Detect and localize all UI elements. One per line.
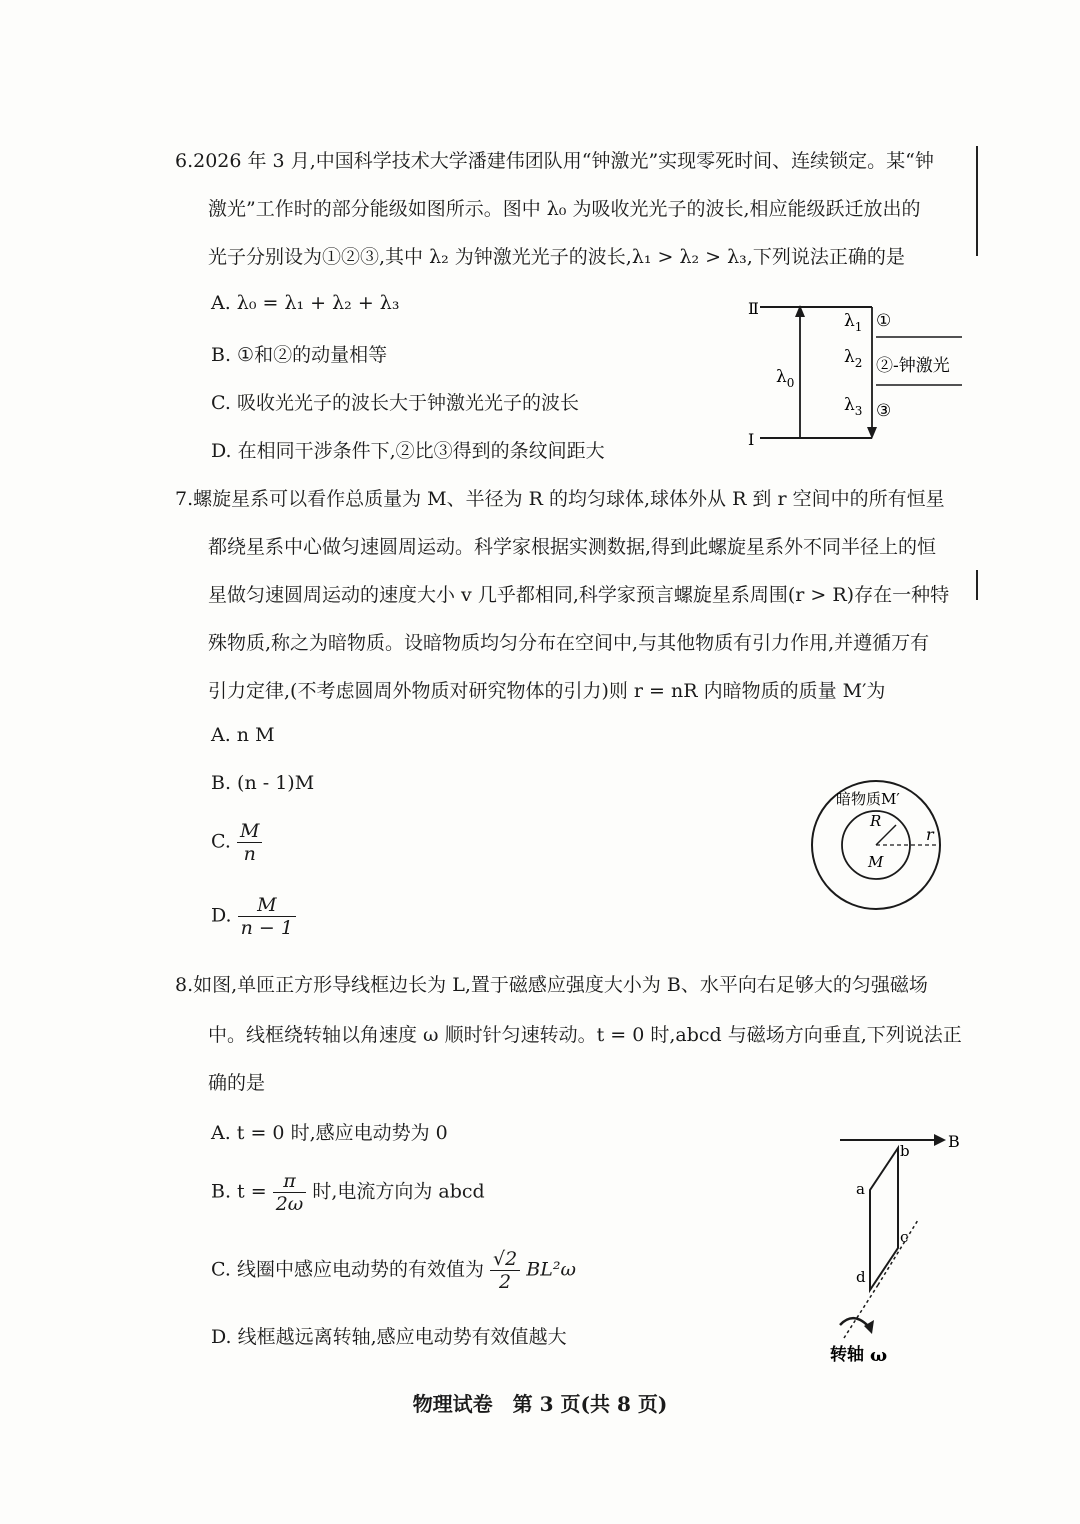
- omega-label: ω: [870, 1345, 888, 1366]
- q7-option-b[interactable]: B. (n - 1)M: [211, 772, 315, 794]
- q8-option-b[interactable]: [211, 1170, 485, 1215]
- mass-M-label: M: [868, 853, 884, 871]
- dark-matter-diagram: [800, 770, 970, 920]
- q8-option-d[interactable]: D. 线框越远离转轴,感应电动势有效值越大: [211, 1326, 567, 1348]
- vertex-d-label: d: [856, 1268, 866, 1286]
- q6-option-a[interactable]: A. λ₀ = λ₁ + λ₂ + λ₃: [211, 292, 400, 314]
- lambda1-label: $\lambda_1$: [844, 311, 863, 334]
- radius-r-label: r: [926, 825, 934, 844]
- energy-level-diagram: [740, 290, 970, 450]
- page-footer: 物理试卷 第 3 页(共 8 页): [412, 1392, 668, 1416]
- vertex-a-label: a: [856, 1180, 865, 1198]
- q6-option-d[interactable]: D. 在相同干涉条件下,②比③得到的条纹间距大: [211, 440, 605, 462]
- q7-option-d-label: D.: [211, 904, 232, 927]
- axis-label: 转轴: [830, 1345, 864, 1365]
- q8-option-b-suffix: 时,电流方向为 abcd: [312, 1180, 485, 1203]
- level-high-label: Ⅱ: [748, 299, 759, 318]
- q7-option-c-fraction: $\frac{M}{n}$: [237, 820, 262, 865]
- q8-option-c-prefix: C. 线圈中感应电动势的有效值为: [211, 1258, 484, 1281]
- q7-option-c[interactable]: [211, 820, 262, 865]
- q8-option-b-prefix: B. t =: [211, 1180, 267, 1203]
- q8-stem-line-3: 确的是: [208, 1072, 266, 1094]
- q6-option-b[interactable]: B. ①和②的动量相等: [211, 344, 388, 366]
- photon-2-label: ②-钟激光: [876, 356, 950, 376]
- vertex-c-label: c: [900, 1228, 909, 1246]
- rotating-coil-diagram: [830, 1120, 980, 1370]
- q7-option-d-fraction: $\frac{M}{n - 1}$: [238, 894, 296, 939]
- radius-R-label: R: [870, 812, 882, 830]
- photon-1-label: ①: [876, 311, 892, 331]
- margin-line-top: [976, 146, 978, 256]
- lambda0-label: $\lambda_0$: [776, 367, 795, 390]
- photon-3-label: ③: [876, 401, 892, 421]
- margin-line-mid: [976, 570, 978, 600]
- q7-stem-line-1: 7.螺旋星系可以看作总质量为 M、半径为 R 的均匀球体,球体外从 R 到 r 空间中的所有恒星: [175, 488, 945, 510]
- q8-option-c[interactable]: [211, 1248, 576, 1293]
- q7-stem-line-2: 都绕星系中心做匀速圆周运动。科学家根据实测数据,得到此螺旋星系外不同半径上的恒: [208, 536, 937, 558]
- dark-matter-label: 暗物质M′: [836, 790, 900, 808]
- lambda3-label: $\lambda_3$: [844, 395, 863, 418]
- q8-stem-line-2: 中。线框绕转轴以角速度 ω 顺时针匀速转动。t = 0 时,abcd 与磁场方向垂直,下列说法正: [208, 1024, 962, 1046]
- q7-stem-line-3: 星做匀速圆周运动的速度大小 v 几乎都相同,科学家预言螺旋星系周围(r > R)存在一种特: [208, 584, 950, 606]
- q7-stem-line-4: 殊物质,称之为暗物质。设暗物质均匀分布在空间中,与其他物质有引力作用,并遵循万有: [208, 632, 930, 654]
- q6-stem-line-2: 激光”工作时的部分能级如图所示。图中 λ₀ 为吸收光光子的波长,相应能级跃迁放出的: [208, 198, 921, 220]
- q8-option-a[interactable]: A. t = 0 时,感应电动势为 0: [211, 1122, 448, 1144]
- level-low-label: Ⅰ: [748, 430, 755, 449]
- q6-option-c[interactable]: C. 吸收光光子的波长大于钟激光光子的波长: [211, 392, 579, 414]
- q7-stem-line-5: 引力定律,(不考虑圆周外物质对研究物体的引力)则 r = nR 内暗物质的质量 M′为: [208, 680, 886, 702]
- q7-option-a[interactable]: A. n M: [211, 724, 275, 746]
- q8-option-c-fraction: $\frac{√2}{2}$: [490, 1248, 520, 1293]
- q8-stem-line-1: 8.如图,单匝正方形导线框边长为 L,置于磁感应强度大小为 B、水平向右足够大的匀强磁场: [175, 974, 928, 996]
- vertex-b-label: b: [900, 1142, 910, 1160]
- lambda2-label: $\lambda_2$: [844, 347, 863, 370]
- q6-stem-line-3: 光子分别设为①②③,其中 λ₂ 为钟激光光子的波长,λ₁ > λ₂ > λ₃,下列说法正确的是: [208, 246, 905, 268]
- q7-option-c-label: C.: [211, 830, 231, 853]
- q6-stem-line-1: 6.2026 年 3 月,中国科学技术大学潘建伟团队用“钟激光”实现零死时间、连续锁定。某“钟: [175, 150, 934, 172]
- q8-option-b-fraction: $\frac{\pi}{2\omega}$: [273, 1170, 307, 1215]
- field-B-label: B: [948, 1132, 960, 1151]
- q8-option-c-suffix: BL²ω: [526, 1258, 576, 1281]
- q7-option-d[interactable]: [211, 894, 296, 939]
